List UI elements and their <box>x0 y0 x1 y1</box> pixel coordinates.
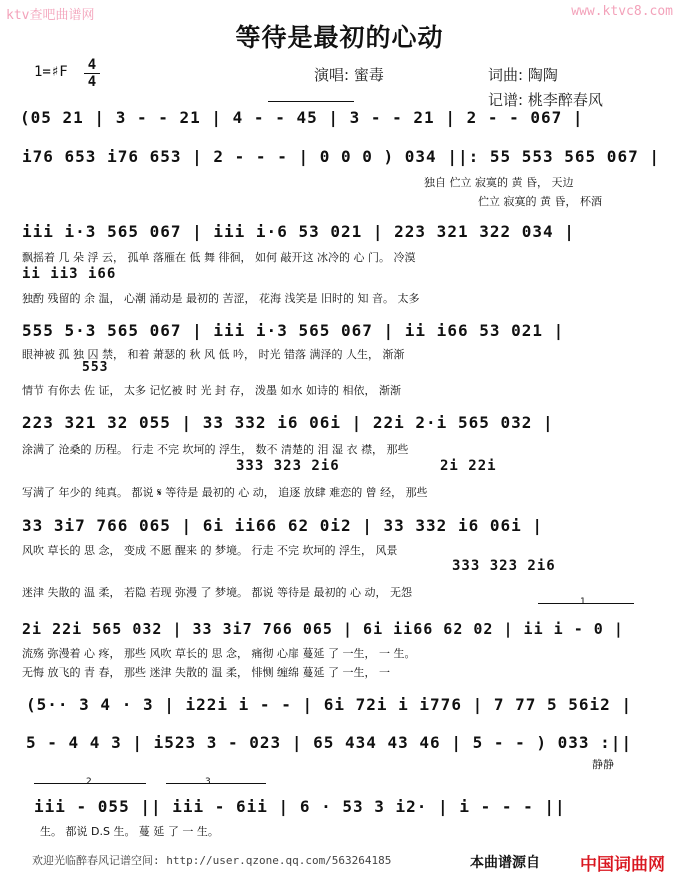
volta-number: 2 <box>86 777 92 787</box>
staff-line: 2i 22i 565 032 | 33 3i7 766 065 | 6i ii66 62 02 | ii i - 0 | <box>22 620 624 638</box>
volta-number: 3 <box>205 777 211 787</box>
time-signature-top: 4 <box>87 57 97 73</box>
lyric-line: 生。 都说 D.S 生。 蔓 延 了 一 生。 <box>40 825 219 838</box>
staff-line: 5 - 4 4 3 | i523 3 - 023 | 65 434 43 46 | 5 - - ) 033 :|| <box>26 733 633 752</box>
composer-credit: 词曲: 陶陶 <box>488 66 558 84</box>
lyric-line: 无悔 放飞的 青 春， 那些 迷津 失散的 温 柔， 悱恻 缠绵 蔓延 了 一生， 一 <box>22 666 390 679</box>
lyric-line: 伫立 寂寞的 黄 昏， 杯酒 <box>478 195 602 208</box>
staff-line: (05 21 | 3 - - 21 | 4 - - 45 | 3 - - 21 | 2 - - 067 | <box>20 108 584 127</box>
overlay-notes: 333 323 2i6 <box>452 558 556 574</box>
time-signature <box>84 58 100 89</box>
staff-line: iii i·3 565 067 | iii i·6 53 021 | 223 321 322 034 | <box>22 222 575 241</box>
lyric-line: 涂满了 沧桑的 历程。 行走 不完 坎坷的 浮生， 数不 清楚的 泪 湿 衣 襟， 那些 <box>22 443 409 456</box>
overlay-notes: 333 323 2i6 <box>236 458 340 474</box>
staff-line: 555 5·3 565 067 | iii i·3 565 067 | ii i66 53 021 | <box>22 321 565 340</box>
volta-bracket <box>166 783 266 784</box>
time-signature-bottom: 4 <box>87 74 97 90</box>
lyric-line: 流殇 弥漫着 心 疼， 那些 风吹 草长的 思 念， 痛彻 心扉 蔓延 了 一生， 一 生。 <box>22 647 416 660</box>
lyric-line: 飘摇着 几 朵 浮 云， 孤单 落雁在 低 舞 徘徊， 如何 敲开这 冰冷的 心 门。 冷漠 <box>22 251 416 264</box>
source-label: 本曲谱源自 <box>470 855 540 871</box>
volta-bracket <box>538 603 634 604</box>
staff-line: (5·· 3 4 · 3 | i22i i - - | 6i 72i i i776 | 7 77 5 56i2 | <box>26 695 633 714</box>
source-logo: 中国词曲网 <box>580 855 665 875</box>
watermark-right: www.ktvc8.com <box>571 4 673 19</box>
overlay-notes: ii ii3 i66 <box>22 266 117 282</box>
lyric-line: 静静 <box>592 758 614 771</box>
slur <box>268 101 354 102</box>
singer-credit: 演唱: 蜜毒 <box>314 66 384 84</box>
lyric-line: 独酌 残留的 余 温， 心潮 涌动是 最初的 苦涩， 花海 浅笑是 旧时的 知 音。 太多 <box>22 292 420 305</box>
footer-text: 欢迎光临醉春风记谱空间: http://user.qzone.qq.com/563264185 <box>32 854 392 867</box>
staff-line: 223 321 32 055 | 33 332 i6 06i | 22i 2·i 565 032 | <box>22 413 554 432</box>
lyric-line: 情节 有你去 佐 证， 太多 记忆被 时 光 封 存， 泼墨 如水 如诗的 相依， 渐渐 <box>22 384 401 397</box>
watermark-left: ktv查吧曲谱网 <box>6 8 95 23</box>
staff-line: iii - 055 || iii - 6ii | 6 · 53 3 i2· | i - - - || <box>34 797 566 816</box>
lyric-line: 独自 伫立 寂寞的 黄 昏， 天边 <box>424 176 574 189</box>
transcriber-credit: 记谱: 桃李醉春风 <box>488 91 603 109</box>
lyric-line: 眼神被 孤 独 囚 禁， 和着 萧瑟的 秋 风 低 吟， 时光 错落 满泽的 人生， 渐渐 <box>22 348 405 361</box>
overlay-notes: 553 <box>82 360 109 375</box>
volta-number: 1 <box>580 597 586 607</box>
overlay-notes: 2i 22i <box>440 458 497 474</box>
staff-line: 33 3i7 766 065 | 6i ii66 62 0i2 | 33 332 i6 06i | <box>22 516 544 535</box>
lyric-line: 风吹 草长的 思 念， 变成 不愿 醒来 的 梦境。 行走 不完 坎坷的 浮生， 风景 <box>22 544 398 557</box>
staff-line: i76 653 i76 653 | 2 - - - | 0 0 0 ) 034 ||: 55 553 565 067 | <box>22 147 660 166</box>
lyric-line: 写满了 年少的 纯真。 都说 𝄋 等待是 最初的 心 动， 追逐 放肆 难恋的 曾 经， 那些 <box>22 486 428 499</box>
lyric-line: 迷津 失散的 温 柔， 若隐 若现 弥漫 了 梦境。 都说 等待是 最初的 心 动， 无怨 <box>22 586 412 599</box>
key-signature: 1=♯F <box>34 64 68 80</box>
song-title: 等待是最初的心动 <box>235 23 444 52</box>
